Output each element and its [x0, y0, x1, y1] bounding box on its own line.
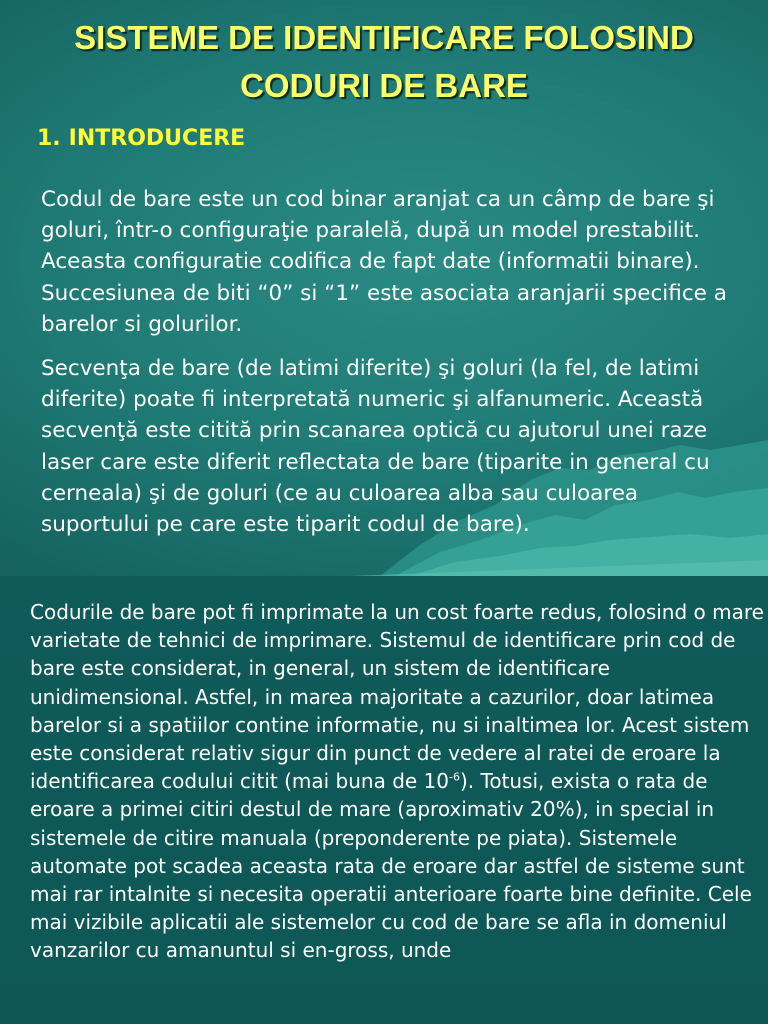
title-line-1: SISTEME DE IDENTIFICARE FOLOSIND	[74, 19, 694, 56]
slide-2	[0, 576, 768, 1024]
section-title: INTRODUCERE	[68, 126, 246, 151]
paragraph-1: Codul de bare este un cod binar aranjat ca un câmp de bare şi goluri, într-o configuraţie paralelă, după un model prestabilit. Aceasta configuratie codifica de fapt date (informatii binare). Succesiunea de biti “0” si “1” este asociata aranjarii specifice a barelor si golurilor.	[41, 187, 727, 337]
title-line-2: CODURI DE BARE	[240, 67, 528, 104]
exponent: -6	[449, 770, 460, 784]
paragraph-3-text-a: Codurile de bare pot fi imprimate la un cost foarte redus, folosind o mare varietate de tehnici de imprimare. Sistemul de identificare prin cod de bare este considerat, in general, un sistem de identificare unidimensional. Astfel, in marea majoritate a cazurilor, doar latimea barelor si a spatiilor contine informatie, nu si inaltimea lor. Acest sistem este considerat relativ sigur din punct de vedere al ratei de eroare la identificarea codului citit (mai buna de 10	[30, 600, 764, 794]
slide-title	[0, 14, 768, 110]
section-number: 1.	[37, 126, 61, 151]
section-heading	[37, 126, 245, 151]
paragraph-3	[30, 598, 766, 965]
paragraph-2: Secvenţa de bare (de latimi diferite) şi goluri (la fel, de latimi diferite) poate fi interpretată numeric şi alfanumeric. Această secvenţă este citită prin scanarea optică cu ajutorul unei raze laser care este diferit reflectata de bare (tiparite in general cu cerneala) şi de goluri (ce au culoarea alba sau culoarea suportului pe care este tiparit codul de bare).	[41, 356, 710, 538]
paragraph-3-text-b: ). Totusi, exista o rata de eroare a primei citiri destul de mare (aproximativ 20%), in special in sistemele de citire manuala (preponderente pe piata). Sistemele automate pot scadea aceasta rata de eroare dar astfel de sisteme sunt mai rar intalnite si necesita operatii anterioare foarte bine definite. Cele mai vizibile aplicatii ale sistemelor cu cod de bare se afla in domeniul vanzarilor cu amanuntul si en-gross, unde	[30, 769, 752, 963]
